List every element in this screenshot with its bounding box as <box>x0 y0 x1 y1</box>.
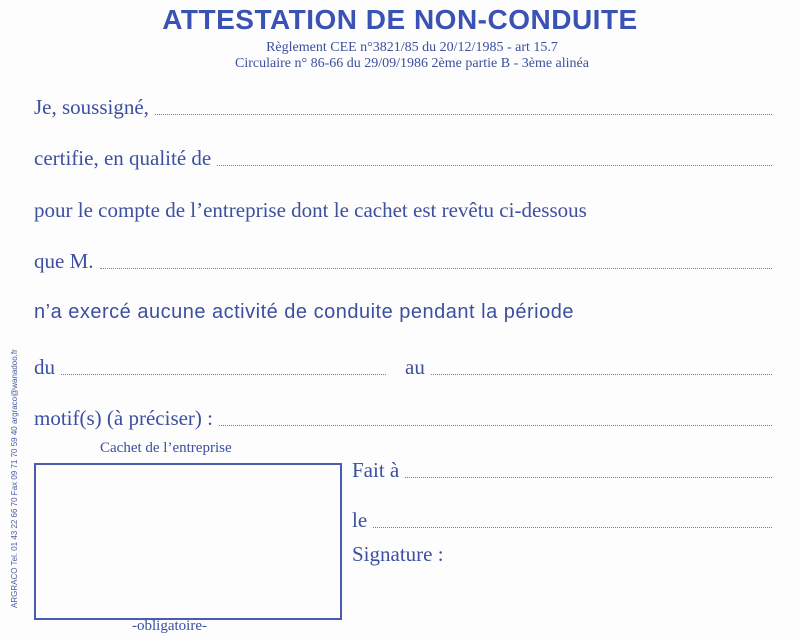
activite-row <box>34 301 784 324</box>
du-row <box>34 355 386 380</box>
printer-contact-info: ARGRACO Tel. 01 43 22 66 70 Fax 09 71 70 59 40 argraco@wanadoo.fr <box>10 349 19 608</box>
que-field[interactable] <box>100 267 773 269</box>
au-row <box>405 355 772 380</box>
company-stamp-box[interactable] <box>34 463 342 620</box>
fait-row <box>352 458 772 483</box>
fait-field[interactable] <box>405 476 772 478</box>
activite-text: n’a exercé aucune activité de conduite pendant la période <box>34 301 574 323</box>
compte-row <box>34 198 784 223</box>
soussigne-row <box>34 95 772 120</box>
signature-label: Signature : <box>352 542 444 566</box>
soussigne-label: Je, soussigné, <box>34 95 149 119</box>
motif-field[interactable] <box>219 424 772 426</box>
qualite-field[interactable] <box>217 164 772 166</box>
regulation-reference: Règlement CEE n°3821/85 du 20/12/1985 - art 15.7 <box>266 40 558 55</box>
signature-area[interactable] <box>470 545 770 625</box>
motif-label: motif(s) (à préciser) : <box>34 406 214 430</box>
motif-row <box>34 406 772 431</box>
compte-text: pour le compte de l’entreprise dont le cachet est revêtu ci-dessous <box>34 198 587 222</box>
date-label: le <box>352 508 368 532</box>
que-label: que M. <box>34 249 94 273</box>
date-field[interactable] <box>373 526 772 528</box>
fait-label: Fait à <box>352 458 400 482</box>
au-field[interactable] <box>431 373 772 375</box>
qualite-row <box>34 146 772 171</box>
au-label: au <box>405 355 425 379</box>
stamp-caption: Cachet de l’entreprise <box>100 440 232 456</box>
du-label: du <box>34 355 55 379</box>
qualite-label: certifie, en qualité de <box>34 146 212 170</box>
soussigne-field[interactable] <box>155 113 772 115</box>
document-title: ATTESTATION DE NON-CONDUITE <box>162 4 638 35</box>
stamp-mandatory-note: -obligatoire- <box>132 618 207 634</box>
du-field[interactable] <box>61 373 386 375</box>
que-row <box>34 249 772 274</box>
date-row <box>352 508 772 533</box>
circular-reference: Circulaire n° 86-66 du 29/09/1986 2ème partie B - 3ème alinéa <box>235 56 589 71</box>
